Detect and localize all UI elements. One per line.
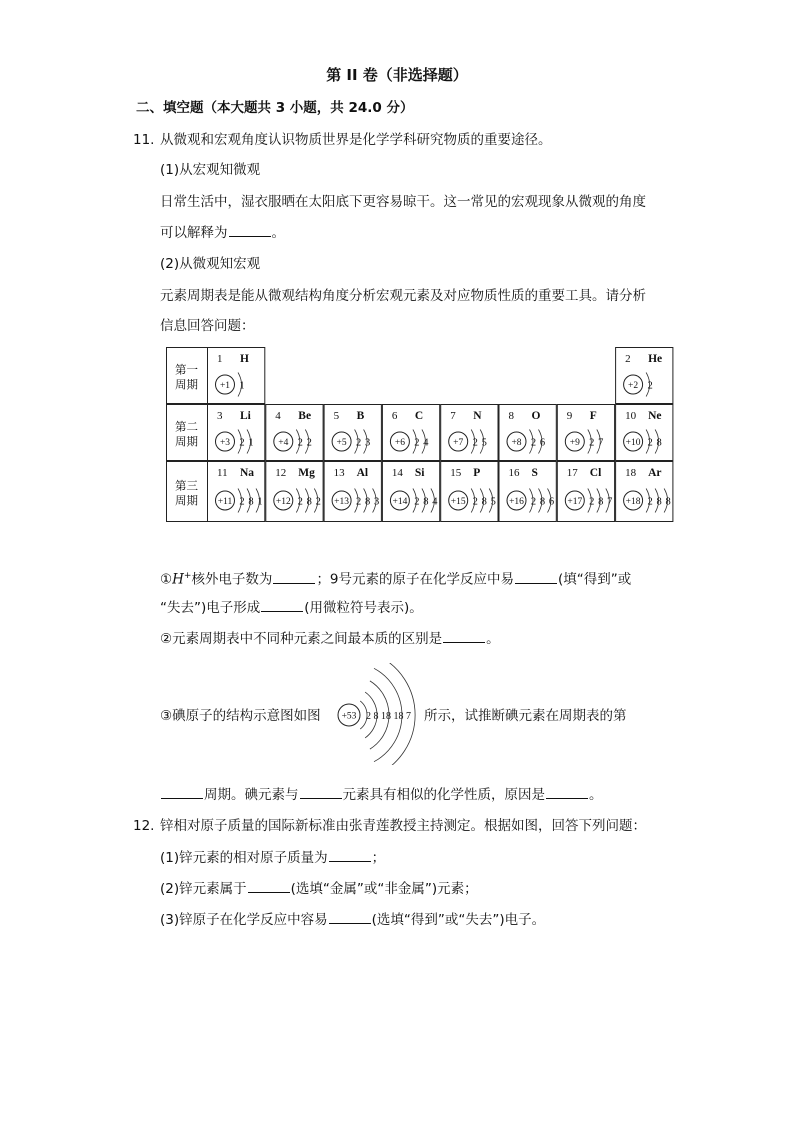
iodine-nucleus-charge: +53	[341, 711, 357, 722]
text: (填“得到”或	[558, 571, 632, 588]
row-label-text: 第一	[175, 362, 198, 377]
nucleus-charge: +11	[217, 497, 233, 507]
nucleus-charge: +2	[628, 381, 639, 391]
circled-1: ①	[160, 571, 173, 588]
shell-electron-count: 7	[598, 437, 604, 449]
periodic-table-figure	[166, 347, 674, 522]
nucleus-charge: +1	[219, 381, 231, 391]
text: 周期。碘元素与	[204, 787, 299, 803]
shell-electron-count: 2	[297, 496, 303, 508]
charge-superscript: +	[183, 571, 192, 581]
answer-blank[interactable]	[248, 878, 290, 893]
element-symbol: B	[356, 410, 365, 422]
element-symbol: Ar	[648, 467, 662, 479]
atomic-number: 13	[333, 467, 345, 479]
text: 可以解释为	[160, 225, 228, 241]
shell-electron-count: 2	[239, 496, 245, 508]
q11-sub3-post: 所示，试推断碘元素在周期表的第	[424, 708, 627, 724]
shell-electron-count: 5	[490, 496, 496, 508]
page-title: 第 II 卷（非选择题）	[326, 66, 468, 84]
atomic-number: 4	[275, 410, 281, 422]
text: 。	[589, 787, 603, 803]
shell-electron-count: 8	[665, 496, 671, 508]
shell-electron-count: 2	[414, 496, 420, 508]
shell-electron-count: 8	[481, 496, 487, 508]
q11-number: 11.	[133, 132, 155, 148]
shell-electron-count: 2	[297, 437, 303, 449]
element-symbol: Mg	[298, 467, 315, 479]
text: (2)锌元素属于	[160, 881, 247, 897]
q11-part1-label: (1)从宏观知微观	[160, 162, 261, 178]
text: (1)锌元素的相对原子质量为	[160, 850, 328, 866]
nucleus-charge: +6	[394, 438, 405, 448]
atomic-number: 16	[508, 467, 520, 479]
q11-part2-text-b: 信息回答问题：	[160, 318, 255, 334]
shell-electron-count: 2	[355, 437, 362, 449]
q11-part2-label: (2)从微观知宏观	[160, 256, 261, 272]
atomic-number: 9	[566, 410, 573, 422]
text: ②元素周期表中不同种元素之间最本质的区别是	[160, 631, 443, 647]
answer-blank[interactable]	[515, 569, 557, 584]
atomic-number: 3	[217, 410, 223, 422]
row-label-text: 周期	[175, 377, 198, 392]
shell-electron-count: 6	[548, 496, 555, 508]
element-symbol: F	[589, 410, 597, 422]
nucleus-charge: +5	[336, 438, 347, 448]
element-symbol: O	[531, 410, 541, 422]
nucleus-charge: +14	[392, 497, 408, 507]
hydrogen-symbol: H	[172, 571, 184, 588]
atomic-number: 17	[566, 467, 578, 479]
nucleus-charge: +7	[453, 438, 464, 448]
nucleus-charge: +12	[275, 497, 291, 507]
element-symbol: Ne	[648, 410, 662, 422]
answer-blank[interactable]	[261, 597, 303, 612]
q12-stem: 锌相对原子质量的国际新标准由张青莲教授主持测定。根据如图，回答下列问题：	[160, 818, 646, 834]
element-symbol: P	[473, 467, 481, 479]
answer-blank[interactable]	[229, 222, 271, 237]
nucleus-charge: +13	[334, 497, 350, 507]
nucleus-charge: +4	[278, 438, 289, 448]
shell-electron-count: 1	[239, 380, 245, 392]
element-symbol: Be	[298, 410, 312, 422]
answer-blank[interactable]	[546, 784, 588, 799]
element-symbol: H	[240, 353, 249, 365]
atomic-number: 5	[333, 410, 340, 422]
q11-sub3-pre: ③碘原子的结构示意图如图	[160, 708, 321, 724]
q12-line-2	[160, 878, 478, 899]
element-symbol: Na	[240, 467, 255, 479]
answer-blank[interactable]	[329, 909, 371, 924]
shell-electron-count: 2	[530, 496, 537, 508]
row-label-text: 周期	[175, 434, 198, 449]
element-symbol: C	[414, 410, 424, 422]
atomic-number: 7	[450, 410, 456, 422]
text: “失去”)电子形成	[160, 600, 261, 616]
row-label-text: 第三	[175, 478, 198, 493]
row-label-text: 第二	[175, 419, 198, 434]
element-symbol: Al	[356, 467, 369, 479]
atomic-number: 10	[625, 410, 637, 422]
shell-electron-count: 2	[472, 496, 478, 508]
text: ；	[371, 850, 386, 866]
nucleus-charge: +16	[509, 497, 524, 507]
text: 。	[271, 225, 285, 241]
atomic-number: 15	[450, 467, 462, 479]
q11-sub1-line-b	[160, 597, 423, 618]
periodic-table	[166, 347, 674, 522]
shell-electron-count: 6	[539, 437, 546, 449]
shell-electron-count: 2	[315, 496, 321, 508]
shell-electron-count: 2	[472, 437, 478, 449]
q12-line-1	[160, 847, 385, 868]
text: ；9号元素的原子在化学反应中易	[316, 571, 515, 588]
q11-stem: 从微观和宏观角度认识物质世界是化学学科研究物质的重要途径。	[160, 132, 552, 148]
atomic-number: 2	[625, 353, 631, 365]
nucleus-charge: +8	[511, 438, 522, 448]
shell-electron-count: 2	[306, 437, 312, 449]
atomic-number: 11	[217, 467, 228, 479]
atomic-number: 6	[391, 410, 398, 422]
shell-electron-count: 8	[248, 496, 254, 508]
atomic-number: 12	[275, 467, 287, 479]
text: 。	[486, 631, 500, 647]
iodine-atom-diagram	[336, 663, 426, 765]
iodine-structure-figure	[336, 663, 426, 765]
answer-blank[interactable]	[329, 847, 371, 862]
atomic-number: 14	[391, 467, 403, 479]
element-symbol: Li	[240, 410, 251, 422]
answer-blank[interactable]	[273, 569, 315, 584]
section-heading: 二、填空题（本大题共 3 小题，共 24.0 分）	[136, 100, 414, 116]
shell-electron-count: 1	[248, 437, 254, 449]
answer-blank[interactable]	[443, 628, 485, 643]
shell-electron-count: 3	[364, 437, 371, 449]
text: (3)锌原子在化学反应中容易	[160, 912, 328, 928]
shell-electron-count: 8	[364, 496, 371, 508]
element-symbol: N	[473, 410, 482, 422]
q11-part1-answer-line	[160, 222, 285, 243]
q11-part2-text: 元素周期表是能从微观结构角度分析宏观元素及对应物质性质的重要工具。请分析	[160, 288, 646, 304]
q12-line-3	[160, 909, 545, 930]
nucleus-charge: +17	[567, 497, 583, 507]
nucleus-charge: +3	[219, 438, 231, 448]
text: (选填“金属”或“非金属”)元素；	[290, 881, 478, 897]
shell-electron-count: 2	[589, 437, 595, 449]
shell-electron-count: 2	[355, 496, 362, 508]
shell-electron-count: 5	[481, 437, 487, 449]
atomic-number: 18	[625, 467, 637, 479]
nucleus-charge: +10	[625, 438, 641, 448]
shell-electron-count: 8	[306, 496, 312, 508]
shell-electron-count: 8	[539, 496, 546, 508]
shell-electron-count: 4	[423, 437, 429, 449]
shell-electron-count: 2	[647, 380, 653, 392]
text: (选填“得到”或“失去”)电子。	[371, 912, 546, 928]
atomic-number: 8	[508, 410, 514, 422]
shell-electron-count: 2	[647, 496, 653, 508]
nucleus-charge: +9	[569, 438, 580, 448]
shell-electron-count: 8	[598, 496, 604, 508]
shell-electron-count: 2	[647, 437, 653, 449]
atomic-number: 1	[217, 353, 223, 365]
shell-electron-count: 8	[656, 496, 662, 508]
q11-sub2-line	[160, 628, 500, 649]
element-symbol: S	[531, 467, 538, 479]
shell-electron-count: 3	[373, 496, 380, 508]
q12-number: 12.	[133, 818, 155, 834]
shell-electron-count: 4	[432, 496, 438, 508]
shell-electron-count: 2	[239, 437, 245, 449]
q11-sub3-line-b	[160, 784, 603, 805]
row-label-text: 周期	[175, 493, 198, 508]
shell-electron-count: 8	[423, 496, 429, 508]
answer-blank[interactable]	[161, 784, 203, 799]
shell-electron-count: 8	[656, 437, 662, 449]
iodine-shell-counts: 2 8 18 18 7	[366, 711, 411, 722]
text: 核外电子数为	[191, 571, 273, 588]
nucleus-charge: +15	[450, 497, 466, 507]
text: 元素具有相似的化学性质，原因是	[342, 787, 545, 803]
shell-electron-count: 7	[607, 496, 613, 508]
nucleus-charge: +18	[625, 497, 641, 507]
answer-blank[interactable]	[300, 784, 342, 799]
q11-part1-text: 日常生活中，湿衣服晒在太阳底下更容易晾干。这一常见的宏观现象从微观的角度	[160, 194, 646, 210]
element-symbol: Si	[414, 467, 425, 479]
shell-electron-count: 2	[414, 437, 420, 449]
shell-electron-count: 2	[589, 496, 595, 508]
element-symbol: He	[648, 353, 663, 365]
text: (用微粒符号表示)。	[304, 600, 423, 616]
element-symbol: Cl	[589, 467, 602, 479]
shell-electron-count: 1	[257, 496, 263, 508]
shell-electron-count: 2	[530, 437, 537, 449]
q11-sub1-line-a	[160, 566, 631, 590]
